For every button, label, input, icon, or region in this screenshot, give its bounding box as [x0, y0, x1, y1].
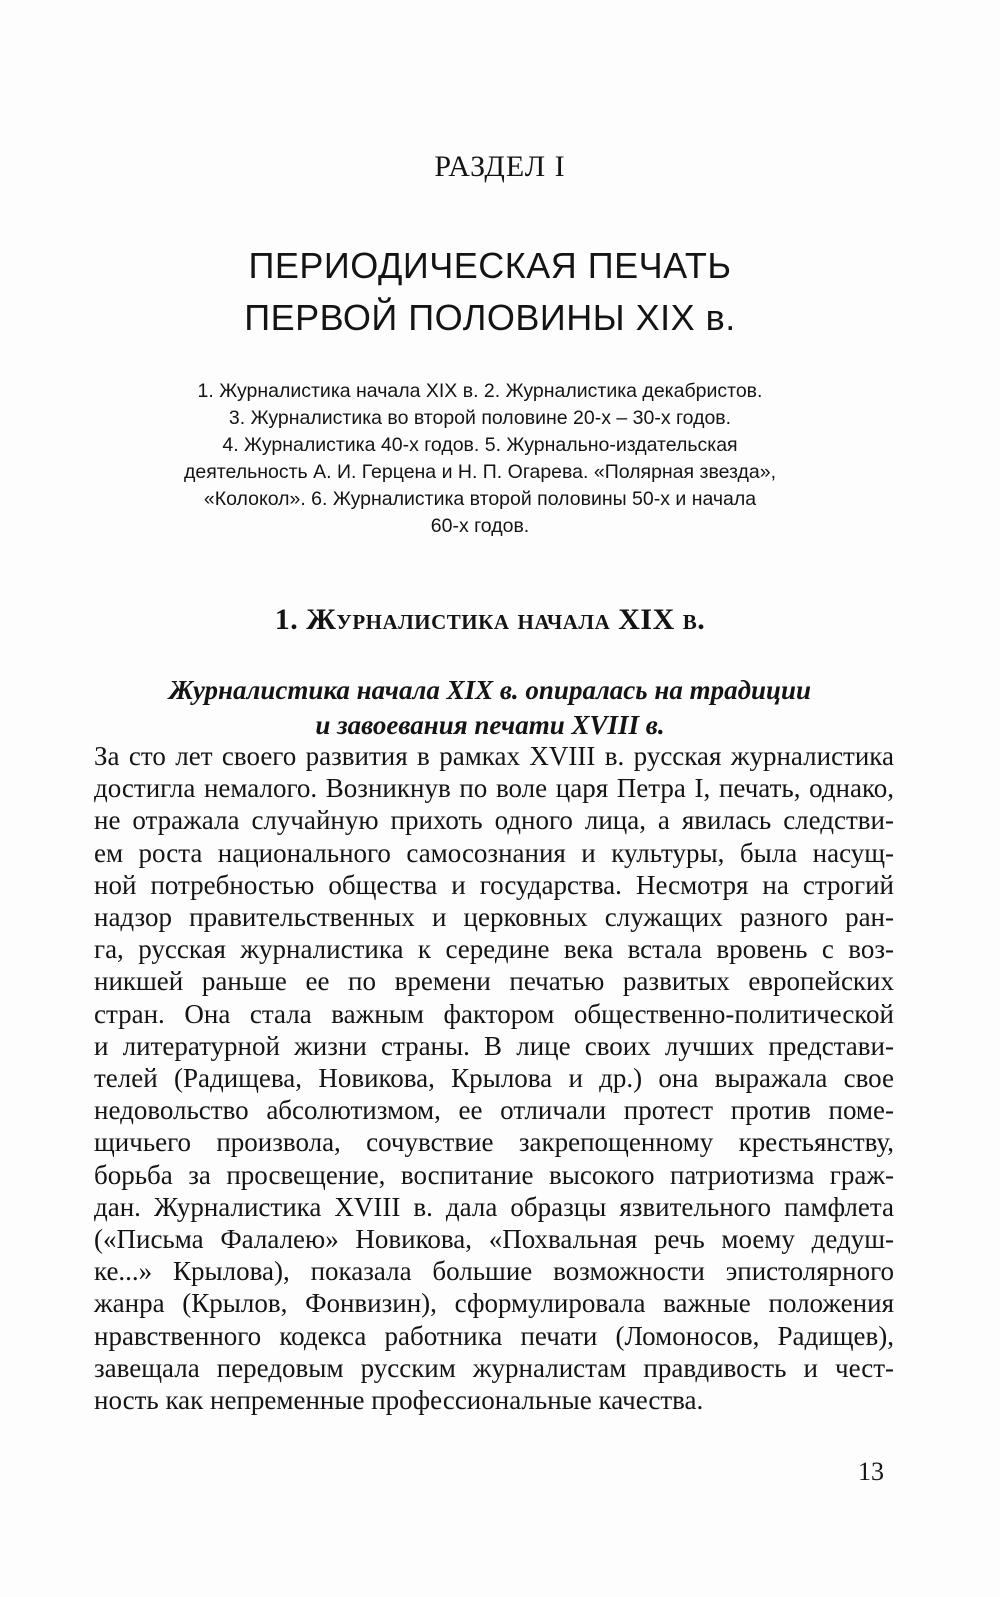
page-number: 13	[858, 1457, 884, 1486]
chapter-title-line: ПЕРИОДИЧЕСКАЯ ПЕЧАТЬ	[248, 245, 732, 286]
body-line: га, русская журналистика к середине века встала вровень с воз-	[94, 934, 894, 965]
contents-line: 3. Журналистика во второй половине 20-х – 30-х годов.	[228, 407, 732, 429]
chapter-contents	[130, 378, 830, 540]
body-line: достигла немалого. Возникнув по воле царя Петра I, печать, однако,	[94, 773, 894, 804]
body-line: нравственного кодекса работника печати (Ломоносов, Радищев),	[94, 1320, 894, 1351]
body-line: За сто лет своего развития в рамках XVIII в. русская журналистика	[94, 741, 894, 771]
body-line: недовольство абсолютизмом, ее отличали протест против поме-	[94, 1095, 894, 1126]
thesis-line: и завоевания печати XVIII в.	[315, 710, 665, 740]
body-line: надзор правительственных и церковных служащих разного ран-	[94, 902, 894, 933]
body-line: ке...» Крылова), показала большие возможности эпистолярного	[94, 1256, 894, 1287]
body-line: завещала передовым русским журналистам правдивость и чест-	[94, 1352, 894, 1383]
body-line: телей (Радищева, Новикова, Крылова и др.) она выражала свое	[94, 1063, 894, 1094]
body-line: борьба за просвещение, воспитание высокого патриотизма граж-	[94, 1159, 894, 1190]
subsection-title: 1. Журналистика начала XIX в.	[274, 603, 706, 636]
body-line: ной потребностью общества и государства. Несмотря на строгий	[94, 869, 894, 900]
body-line: жанра (Крылов, Фонвизин), сформулировала важные положения	[94, 1288, 894, 1319]
body-paragraph	[94, 740, 894, 1416]
body-line: щичьего произвола, сочувствие закрепощенному крестьянству,	[94, 1127, 894, 1158]
thesis-line: Журналистика начала XIX в. опиралась на традиции	[168, 675, 812, 705]
body-line: стран. Она стала важным фактором общественно-политической	[94, 998, 894, 1029]
chapter-title	[0, 240, 980, 344]
body-line: («Письма Фалалею» Новикова, «Похвальная речь моему дедуш-	[94, 1224, 894, 1255]
body-line: ем роста национального самосознания и культуры, была насущ-	[94, 837, 894, 868]
body-line: дан. Журналистика XVIII в. дала образцы язвительного памфлета	[94, 1191, 894, 1222]
contents-line: деятельность А. И. Герцена и Н. П. Огарева. «Полярная звезда»,	[184, 461, 776, 483]
body-line: никшей раньше ее по времени печатью развитых европейских	[94, 966, 894, 997]
contents-line: «Колокол». 6. Журналистика второй половины 50-х и начала	[203, 488, 757, 510]
body-line: ность как непременные профессиональные качества.	[94, 1385, 704, 1416]
section-label: РАЗДЕЛ I	[434, 150, 566, 183]
contents-line: 1. Журналистика начала XIX в. 2. Журналистика декабристов.	[197, 380, 763, 402]
body-line: не отражала случайную прихоть одного лица, а явилась следстви-	[94, 805, 894, 836]
body-line: и литературной жизни страны. В лице своих лучших представи-	[94, 1030, 894, 1061]
thesis-statement	[0, 673, 980, 743]
chapter-title-line: ПЕРВОЙ ПОЛОВИНЫ XIX в.	[244, 297, 736, 338]
contents-line: 4. Журналистика 40-х годов. 5. Журнально-издательская	[222, 434, 738, 456]
contents-line: 60-х годов.	[430, 515, 530, 537]
